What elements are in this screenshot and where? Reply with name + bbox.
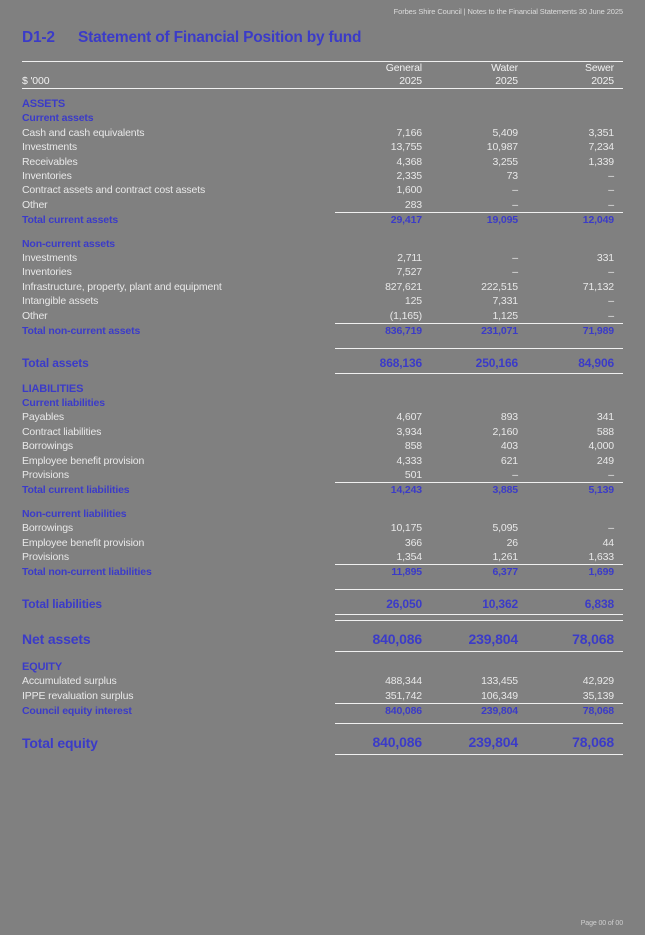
row-label: Employee benefit provision [22, 454, 145, 467]
column-year-water: 2025 [431, 75, 527, 89]
row-value-water: 133,455 [481, 675, 518, 688]
row-value-water: – [512, 198, 518, 211]
spacer [22, 228, 623, 237]
section-heading-liabilities: LIABILITIES [22, 382, 84, 395]
row-label: Other [22, 310, 48, 323]
row-value-sewer: 42,929 [582, 675, 614, 688]
row-value-general: 7,527 [396, 266, 422, 279]
row-value-general: 4,607 [396, 411, 422, 424]
row-value-sewer: 35,139 [582, 689, 614, 702]
note-number: D1-2 [22, 29, 55, 46]
row-value-sewer: 6,838 [527, 589, 623, 614]
units-label: $ '000 [22, 75, 335, 89]
row-value-water: 893 [500, 411, 518, 424]
row-value-sewer: – [608, 309, 614, 322]
row-label: Borrowings [22, 522, 74, 535]
row-value-water: 222,515 [481, 280, 518, 293]
row-label: Contract liabilities [22, 425, 102, 438]
row-value-general: 366 [404, 536, 422, 549]
row-value-water: 26 [506, 536, 518, 549]
row-value-water: – [512, 468, 518, 481]
row-label: Provisions [22, 469, 69, 482]
subsection-heading-current-assets: Current assets [22, 112, 94, 125]
row-value-sewer: – [608, 468, 614, 481]
row-label: Infrastructure, property, plant and equipment [22, 280, 222, 293]
row-value-sewer: 78,068 [527, 704, 623, 719]
row-value-sewer: 1,633 [588, 550, 614, 563]
row-value-general: (1,165) [389, 309, 422, 322]
row-value-water: 10,362 [431, 589, 527, 614]
row-value-sewer: – [608, 198, 614, 211]
subsection-heading-non-current-assets: Non-current assets [22, 237, 115, 250]
table-row [22, 550, 623, 565]
row-value-general: 1,354 [396, 550, 422, 563]
row-value-general: 836,719 [335, 324, 431, 339]
row-label: Accumulated surplus [22, 675, 117, 688]
table-row [22, 439, 623, 453]
row-value-water: 403 [500, 440, 518, 453]
total-row-current-assets [22, 213, 623, 228]
table-row [22, 155, 623, 169]
row-value-sewer: 3,351 [588, 126, 614, 139]
row-value-general: 2,711 [397, 252, 422, 265]
row-value-water: – [512, 266, 518, 279]
page-title [22, 29, 623, 47]
row-value-general: 840,086 [335, 724, 431, 755]
row-value-general: 351,742 [385, 689, 422, 702]
row-value-sewer: – [608, 266, 614, 279]
row-label: Inventories [22, 170, 72, 183]
running-header: Forbes Shire Council | Notes to the Financial Statements 30 June 2025 [393, 7, 623, 16]
row-value-sewer: 84,906 [527, 348, 623, 373]
row-value-general: 488,344 [385, 675, 422, 688]
row-value-sewer: 7,234 [588, 141, 614, 154]
row-label: Council equity interest [22, 705, 132, 717]
row-value-sewer: 588 [596, 425, 614, 438]
row-value-sewer: 44 [602, 536, 614, 549]
row-value-water: 10,987 [486, 141, 518, 154]
row-label: Total assets [22, 356, 89, 370]
row-value-sewer: 78,068 [527, 620, 623, 651]
page-footer: Page 00 of 00 [580, 920, 623, 927]
row-label: Total current assets [22, 214, 119, 227]
spacer [22, 580, 623, 590]
row-label: Investments [22, 252, 77, 265]
note-title: Statement of Financial Position by fund [78, 29, 362, 46]
row-value-water: 231,071 [431, 324, 527, 339]
row-value-sewer: – [608, 170, 614, 183]
table-row [22, 689, 623, 704]
row-value-general: 501 [404, 468, 422, 481]
column-year-sewer: 2025 [527, 75, 623, 89]
row-label: Total equity [22, 734, 98, 751]
row-value-water: 19,095 [431, 213, 527, 228]
row-label: Inventories [22, 266, 72, 279]
section-heading-equity: EQUITY [22, 660, 63, 673]
row-label: Borrowings [22, 440, 74, 453]
total-row-non-current-liabilities [22, 565, 623, 580]
row-value-general: 858 [404, 440, 422, 453]
row-value-water: 239,804 [431, 704, 527, 719]
row-value-sewer: 249 [596, 454, 614, 467]
row-value-water: 106,349 [481, 689, 518, 702]
table-row [22, 140, 623, 154]
row-value-water: – [512, 252, 518, 265]
row-value-general: 840,086 [335, 620, 431, 651]
row-value-sewer: 341 [596, 411, 614, 424]
row-label: Receivables [22, 155, 78, 168]
column-header-water: Water [431, 62, 527, 76]
table-row [22, 265, 623, 279]
table-row [22, 468, 623, 483]
statement-of-financial-position-table [22, 61, 623, 755]
grand-total-row-total-liabilities [22, 589, 623, 614]
table-row [22, 183, 623, 197]
row-label: Employee benefit provision [22, 536, 145, 549]
total-row-non-current-assets [22, 324, 623, 339]
grand-total-row-total-assets [22, 348, 623, 373]
table-row [22, 454, 623, 468]
table-row [22, 251, 623, 265]
row-value-general: 840,086 [335, 704, 431, 719]
table-row [22, 425, 623, 439]
row-value-general: 4,368 [396, 155, 422, 168]
row-value-general: 2,335 [396, 170, 422, 183]
row-label: Payables [22, 411, 64, 424]
column-year-general: 2025 [335, 75, 431, 89]
row-value-water: 239,804 [431, 620, 527, 651]
row-value-water: 239,804 [431, 724, 527, 755]
table-row [22, 536, 623, 550]
row-value-water: 1,261 [492, 550, 518, 563]
row-value-sewer: 12,049 [527, 213, 623, 228]
row-value-water: 3,885 [431, 483, 527, 498]
row-value-sewer: – [608, 522, 614, 535]
table-row [22, 309, 623, 324]
row-value-water: 2,160 [492, 425, 518, 438]
row-value-sewer: 1,699 [527, 565, 623, 580]
table-row [22, 674, 623, 688]
row-value-sewer: 71,989 [527, 324, 623, 339]
table-row [22, 294, 623, 308]
row-value-general: 868,136 [335, 348, 431, 373]
spacer [22, 498, 623, 507]
row-value-general: 7,166 [396, 126, 422, 139]
column-header-blank [22, 62, 335, 76]
table-row [22, 410, 623, 424]
row-value-sewer: 5,139 [527, 483, 623, 498]
row-label: Provisions [22, 551, 69, 564]
column-header-general: General [335, 62, 431, 76]
row-value-general: 827,621 [385, 280, 422, 293]
row-value-water: 621 [500, 454, 518, 467]
row-value-sewer: 78,068 [527, 724, 623, 755]
total-equity-row [22, 724, 623, 755]
row-value-general: 1,600 [396, 184, 422, 197]
row-value-general: 3,934 [396, 425, 422, 438]
row-value-sewer: – [608, 184, 614, 197]
row-value-water: 7,331 [492, 295, 518, 308]
row-label: Net assets [22, 631, 91, 648]
row-value-sewer: 71,132 [582, 280, 614, 293]
row-label: Intangible assets [22, 295, 99, 308]
row-label: Contract assets and contract cost assets [22, 184, 206, 197]
row-label: Total liabilities [22, 597, 102, 612]
row-label: Total non-current liabilities [22, 566, 152, 579]
row-label: Total non-current assets [22, 325, 141, 338]
row-label: IPPE revaluation surplus [22, 690, 134, 703]
net-assets-row [22, 620, 623, 651]
table-row [22, 280, 623, 294]
column-header-sewer: Sewer [527, 62, 623, 76]
row-value-water: 73 [506, 170, 518, 183]
row-value-water: 5,409 [492, 126, 518, 139]
row-value-general: 283 [404, 198, 422, 211]
total-row-current-liabilities [22, 483, 623, 498]
row-value-general: 14,243 [335, 483, 431, 498]
table-row [22, 126, 623, 140]
row-label: Cash and cash equivalents [22, 126, 145, 139]
row-value-water: – [512, 184, 518, 197]
subsection-heading-current-liabilities: Current liabilities [22, 396, 105, 409]
row-value-general: 4,333 [396, 454, 422, 467]
table-row [22, 198, 623, 213]
section-heading-assets: ASSETS [22, 98, 66, 110]
table-row [22, 521, 623, 535]
row-value-general: 125 [404, 295, 422, 308]
row-label: Total current liabilities [22, 484, 130, 497]
table-row [22, 169, 623, 183]
row-value-sewer: – [608, 295, 614, 308]
row-value-sewer: 331 [596, 252, 614, 265]
spacer [22, 339, 623, 349]
row-value-general: 10,175 [390, 522, 422, 535]
row-value-general: 13,755 [390, 141, 422, 154]
row-value-water: 6,377 [431, 565, 527, 580]
column-header-names-row [22, 62, 623, 76]
row-value-general: 11,895 [335, 565, 431, 580]
total-row-council-equity-interest [22, 704, 623, 719]
row-value-water: 250,166 [431, 348, 527, 373]
row-value-general: 26,050 [335, 589, 431, 614]
row-label: Other [22, 199, 48, 212]
column-header-years-row [22, 75, 623, 89]
row-value-sewer: 4,000 [588, 440, 614, 453]
row-label: Investments [22, 141, 77, 154]
row-value-water: 3,255 [492, 155, 518, 168]
row-value-sewer: 1,339 [588, 155, 614, 168]
row-value-water: 5,095 [492, 522, 518, 535]
row-value-water: 1,125 [492, 309, 518, 322]
subsection-heading-non-current-liabilities: Non-current liabilities [22, 507, 127, 520]
row-value-general: 29,417 [335, 213, 431, 228]
